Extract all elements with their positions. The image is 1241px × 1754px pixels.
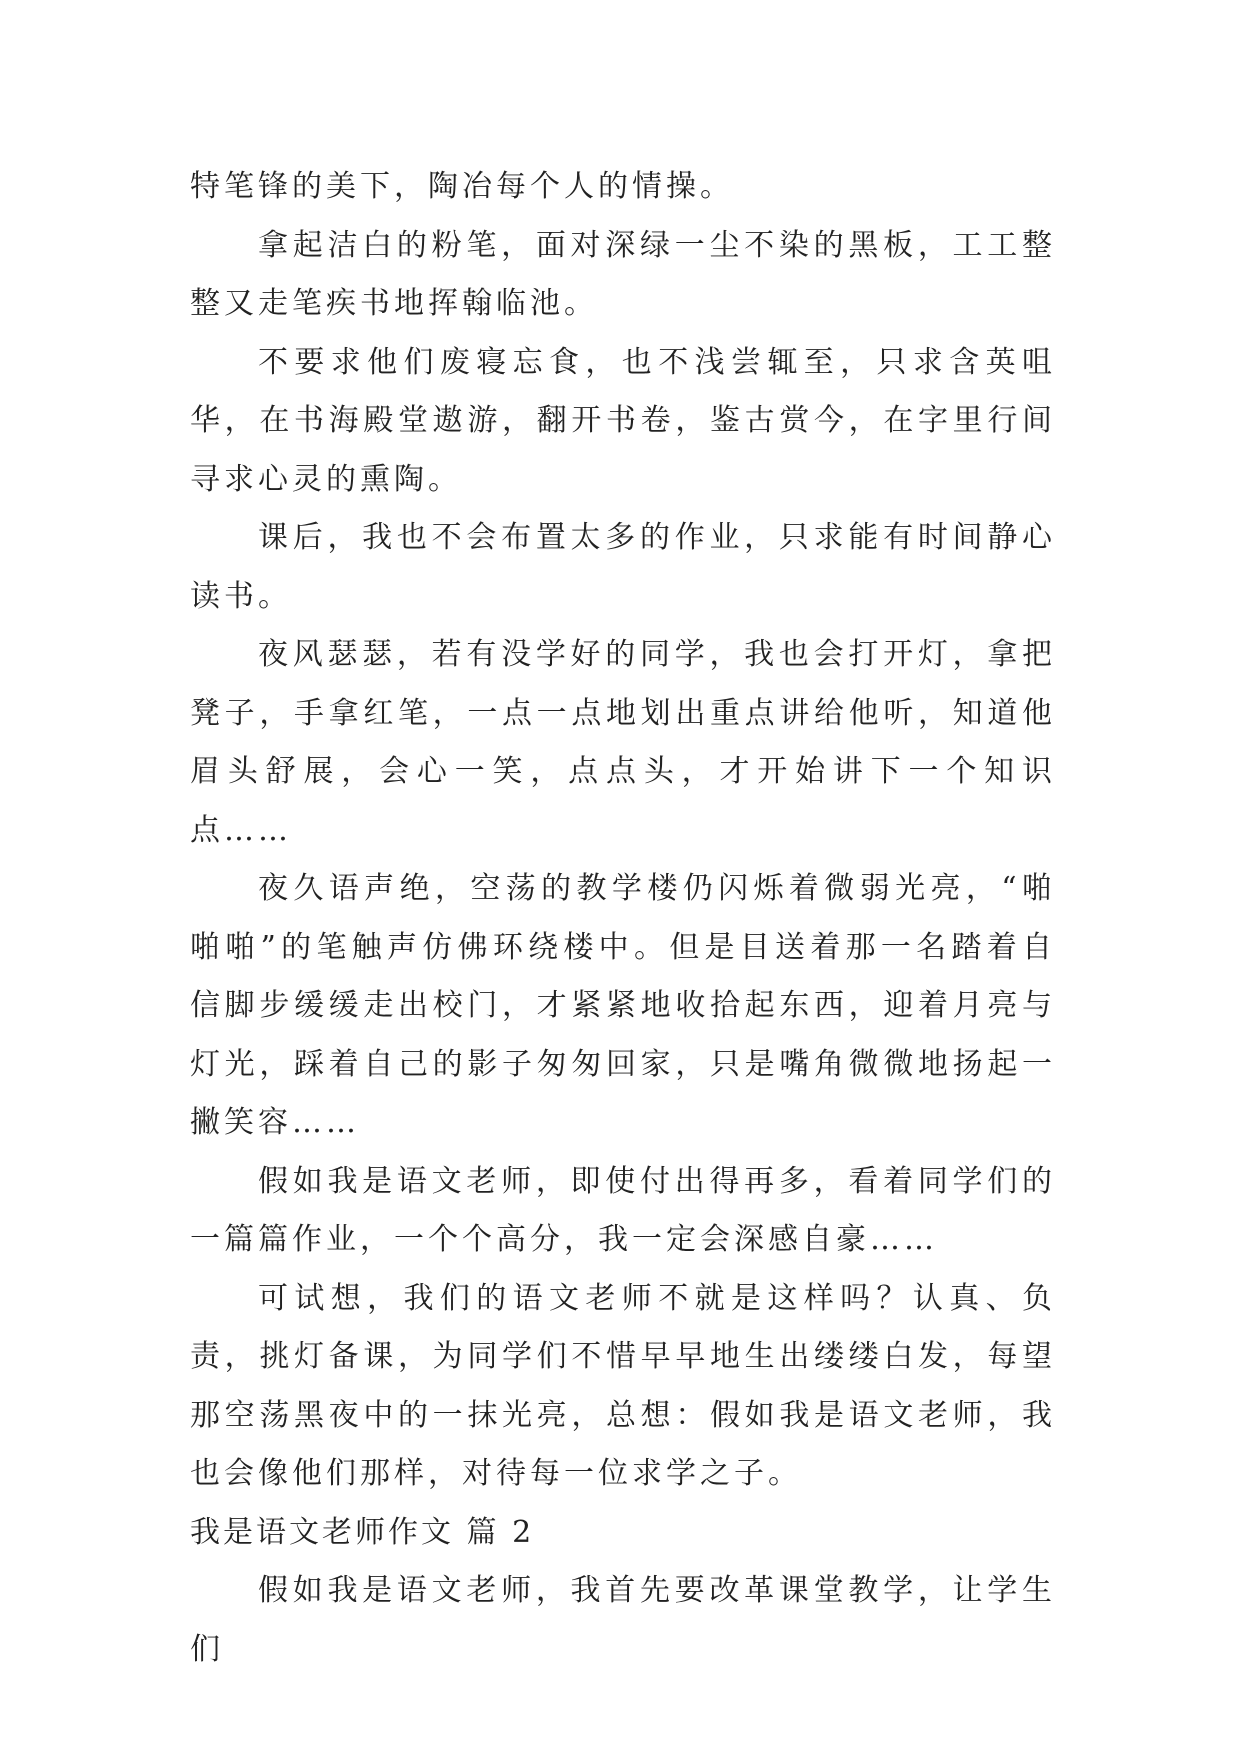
paragraph-1: 特笔锋的美下，陶冶每个人的情操。 bbox=[190, 169, 734, 204]
paragraph-8: 可试想，我们的语文老师不就是这样吗？认真、负责，挑灯备课，为同学们不惜早早地生出缕缕白发，每望那空荡黑夜中的一抹光亮，总想：假如我是语文老师，我也会像他们那样，对待每一位求学之子。 bbox=[190, 1280, 1056, 1491]
paragraph-3: 不要求他们废寝忘食，也不浅尝辄至，只求含英咀华，在书海殿堂遨游，翻开书卷，鉴古赏今，在字里行间寻求心灵的熏陶。 bbox=[190, 344, 1056, 497]
paragraph-9: 假如我是语文老师，我首先要改革课堂教学，让学生们 bbox=[190, 1573, 1056, 1667]
paragraph-2: 拿起洁白的粉笔，面对深绿一尘不染的黑板，工工整整又走笔疾书地挥翰临池。 bbox=[190, 227, 1056, 321]
paragraph-4: 课后，我也不会布置太多的作业，只求能有时间静心读书。 bbox=[190, 520, 1056, 614]
document-body bbox=[190, 158, 1056, 1679]
paragraph-5: 夜风瑟瑟，若有没学好的同学，我也会打开灯，拿把凳子，手拿红笔，一点一点地划出重点讲给他听，知道他眉头舒展，会心一笑，点点头，才开始讲下一个知识点…… bbox=[190, 637, 1056, 848]
section-heading: 我是语文老师作文 篇 2 bbox=[190, 1514, 535, 1550]
paragraph-7: 假如我是语文老师，即使付出得再多，看着同学们的一篇篇作业，一个个高分，我一定会深感自豪…… bbox=[190, 1163, 1056, 1257]
paragraph-6: 夜久语声绝，空荡的教学楼仍闪烁着微弱光亮，“啪啪啪”的笔触声仿佛环绕楼中。但是目送着那一名踏着自信脚步缓缓走出校门，才紧紧地收拾起东西，迎着月亮与灯光，踩着自己的影子匆匆回家，只是嘴角微微地扬起一撇笑容…… bbox=[190, 871, 1056, 1140]
